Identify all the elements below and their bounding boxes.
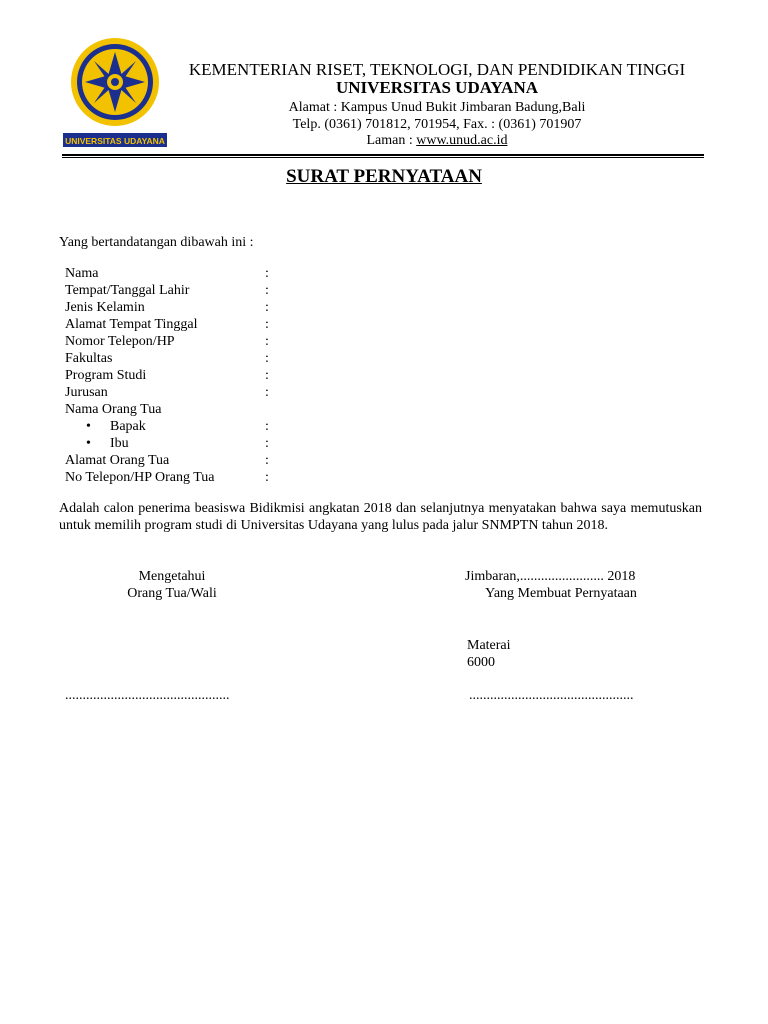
university-name: UNIVERSITAS UDAYANA xyxy=(335,78,538,97)
field-colon: : xyxy=(265,334,269,349)
field-row xyxy=(0,469,768,486)
website-label: Laman : xyxy=(366,133,417,148)
field-colon: : xyxy=(265,470,269,485)
stamp-value: 6000 xyxy=(467,655,495,670)
acknowledge-label: Mengetahui xyxy=(138,569,206,584)
field-colon: : xyxy=(265,351,269,366)
field-label: Program Studi xyxy=(65,368,147,383)
field-row xyxy=(0,384,768,401)
parent-signature-line: ............................................... xyxy=(65,688,230,703)
field-colon: : xyxy=(265,419,269,434)
field-colon: : xyxy=(265,300,269,315)
field-label: Jurusan xyxy=(65,385,108,400)
declarant-signature-line: ............................................... xyxy=(469,688,634,703)
university-logo xyxy=(62,36,168,152)
field-colon: : xyxy=(265,385,269,400)
declarant-label: Yang Membuat Pernyataan xyxy=(485,586,637,601)
field-row xyxy=(0,333,768,350)
phone-line: Telp. (0361) 701812, 701954, Fax. : (0361) 701907 xyxy=(292,117,582,132)
bullet-marker: • xyxy=(86,419,91,434)
field-row xyxy=(0,367,768,384)
statement-paragraph: Adalah calon penerima beasiswa Bidikmisi angkatan 2018 dan selanjutnya menyatakan bahwa saya memutuskan untuk memilih program studi di Universitas Udayana yang lulus pada jalur SNMPTN tahun 2018. xyxy=(59,501,702,533)
letterhead-divider-thick xyxy=(62,154,704,156)
website-link[interactable]: www.unud.ac.id xyxy=(416,133,508,148)
field-label: No Telepon/HP Orang Tua xyxy=(65,470,215,485)
bullet-marker: • xyxy=(86,436,91,451)
field-row xyxy=(0,401,768,418)
stamp-label: Materai xyxy=(467,638,511,653)
address-line: Alamat : Kampus Unud Bukit Jimbaran Badung,Bali xyxy=(288,100,586,115)
field-row xyxy=(0,452,768,469)
field-label: Alamat Orang Tua xyxy=(65,453,170,468)
field-row xyxy=(0,299,768,316)
field-label: Alamat Tempat Tinggal xyxy=(65,317,198,332)
field-label: Jenis Kelamin xyxy=(65,300,145,315)
field-colon: : xyxy=(265,436,269,451)
field-label: Nama Orang Tua xyxy=(65,402,162,417)
place-date-line: Jimbaran,........................ 2018 xyxy=(465,569,636,584)
field-row xyxy=(0,418,768,435)
field-row xyxy=(0,265,768,282)
field-label: Bapak xyxy=(110,419,146,434)
field-label: Ibu xyxy=(110,436,129,451)
parent-guardian-label: Orang Tua/Wali xyxy=(127,586,217,601)
field-row xyxy=(0,350,768,367)
field-label: Nama xyxy=(65,266,99,281)
logo-text: UNIVERSITAS UDAYANA xyxy=(65,136,165,146)
field-row xyxy=(0,435,768,452)
intro-text: Yang bertandatangan dibawah ini : xyxy=(59,235,254,250)
field-colon: : xyxy=(265,266,269,281)
field-colon: : xyxy=(265,453,269,468)
field-colon: : xyxy=(265,317,269,332)
field-colon: : xyxy=(265,368,269,383)
ministry-name: KEMENTERIAN RISET, TEKNOLOGI, DAN PENDIDIKAN TINGGI xyxy=(188,60,686,79)
field-row xyxy=(0,282,768,299)
field-label: Fakultas xyxy=(65,351,113,366)
document-title: SURAT PERNYATAAN xyxy=(286,166,482,187)
field-row xyxy=(0,316,768,333)
field-colon: : xyxy=(265,283,269,298)
website-line xyxy=(170,133,704,149)
field-label: Nomor Telepon/HP xyxy=(65,334,175,349)
letterhead-divider-thin xyxy=(62,157,704,158)
field-label: Tempat/Tanggal Lahir xyxy=(65,283,190,298)
